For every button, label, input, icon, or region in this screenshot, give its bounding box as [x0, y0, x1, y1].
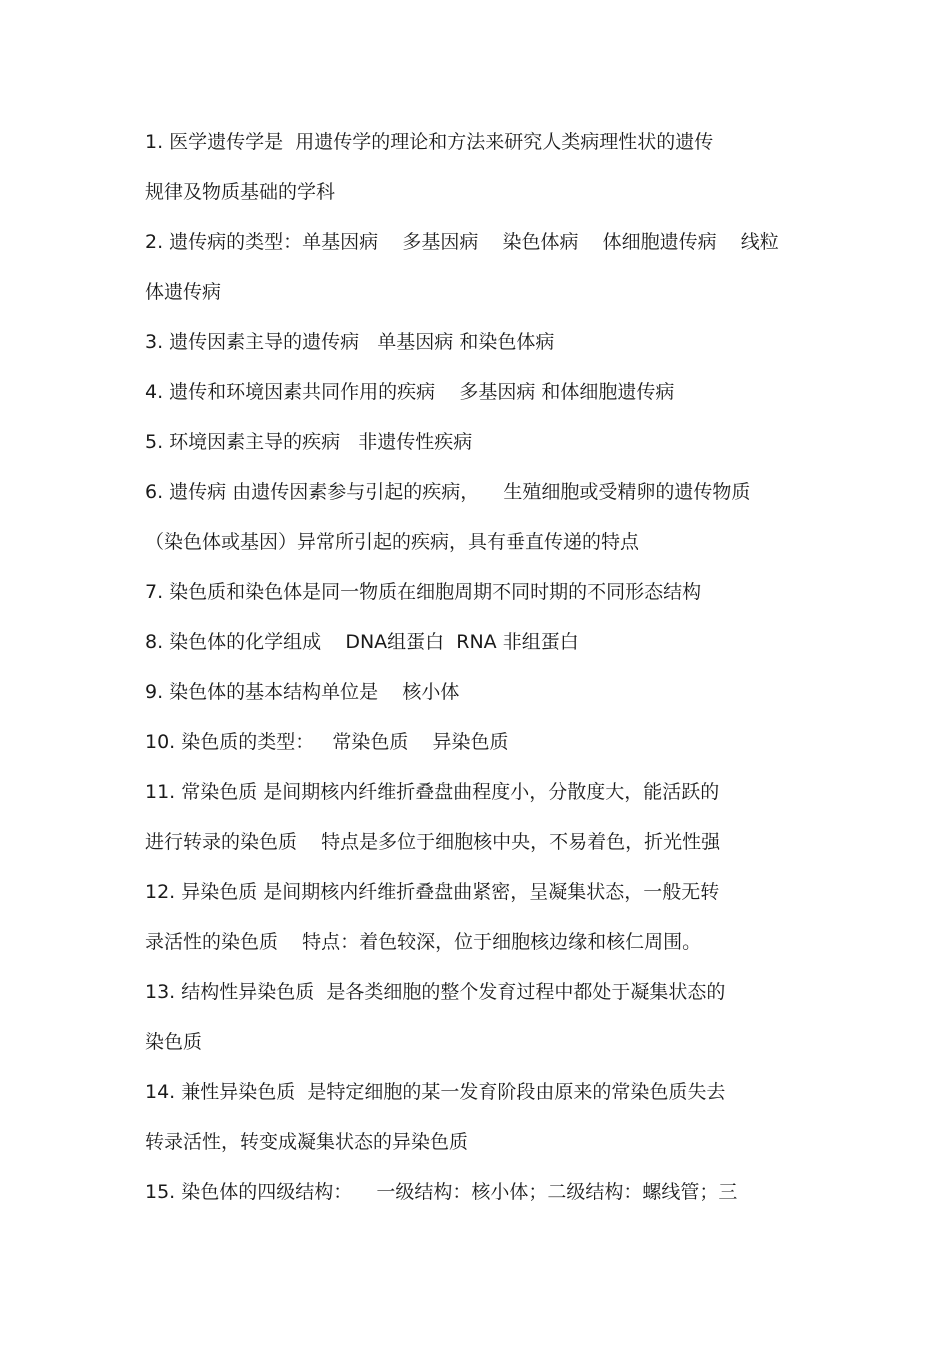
text-line: 1. 医学遗传学是 用遗传学的理论和方法来研究人类病理性状的遗传 — [145, 131, 714, 153]
text-line: 转录活性，转变成凝集状态的异染色质 — [145, 1131, 469, 1153]
text-line: 进行转录的染色质 特点是多位于细胞核中央，不易着色，折光性强 — [145, 831, 721, 853]
text-line: 4. 遗传和环境因素共同作用的疾病 多基因病 和体细胞遗传病 — [145, 381, 675, 403]
text-line: 5. 环境因素主导的疾病 非遗传性疾病 — [145, 431, 473, 453]
text-line: 3. 遗传因素主导的遗传病 单基因病 和染色体病 — [145, 331, 555, 353]
text-line: 9. 染色体的基本结构单位是 核小体 — [145, 681, 460, 703]
text-line: 10. 染色质的类型： 常染色质 异染色质 — [145, 731, 509, 753]
text-line: 2. 遗传病的类型：单基因病 多基因病 染色体病 体细胞遗传病 线粒 — [145, 231, 779, 253]
text-line: 6. 遗传病 由遗传因素参与引起的疾病， 生殖细胞或受精卵的遗传物质 — [145, 481, 751, 503]
document-body — [145, 126, 835, 1226]
text-line: 规律及物质基础的学科 — [145, 181, 336, 203]
text-line: 8. 染色体的化学组成 DNA组蛋白 RNA 非组蛋白 — [145, 631, 579, 653]
text-line: 12. 异染色质 是间期核内纤维折叠盘曲紧密，呈凝集状态，一般无转 — [145, 881, 720, 903]
text-line: 体遗传病 — [145, 281, 222, 303]
text-line: （染色体或基因）异常所引起的疾病，具有垂直传递的特点 — [145, 531, 640, 553]
text-line: 7. 染色质和染色体是同一物质在细胞周期不同时期的不同形态结构 — [145, 581, 702, 603]
text-line: 11. 常染色质 是间期核内纤维折叠盘曲程度小，分散度大，能活跃的 — [145, 781, 720, 803]
text-line: 15. 染色体的四级结构： 一级结构：核小体；二级结构：螺线管；三 — [145, 1181, 738, 1203]
text-line: 14. 兼性异染色质 是特定细胞的某一发育阶段由原来的常染色质失去 — [145, 1081, 726, 1103]
text-line: 染色质 — [145, 1031, 203, 1053]
text-line: 录活性的染色质 特点：着色较深，位于细胞核边缘和核仁周围。 — [145, 931, 702, 953]
text-line: 13. 结构性异染色质 是各类细胞的整个发育过程中都处于凝集状态的 — [145, 981, 726, 1003]
